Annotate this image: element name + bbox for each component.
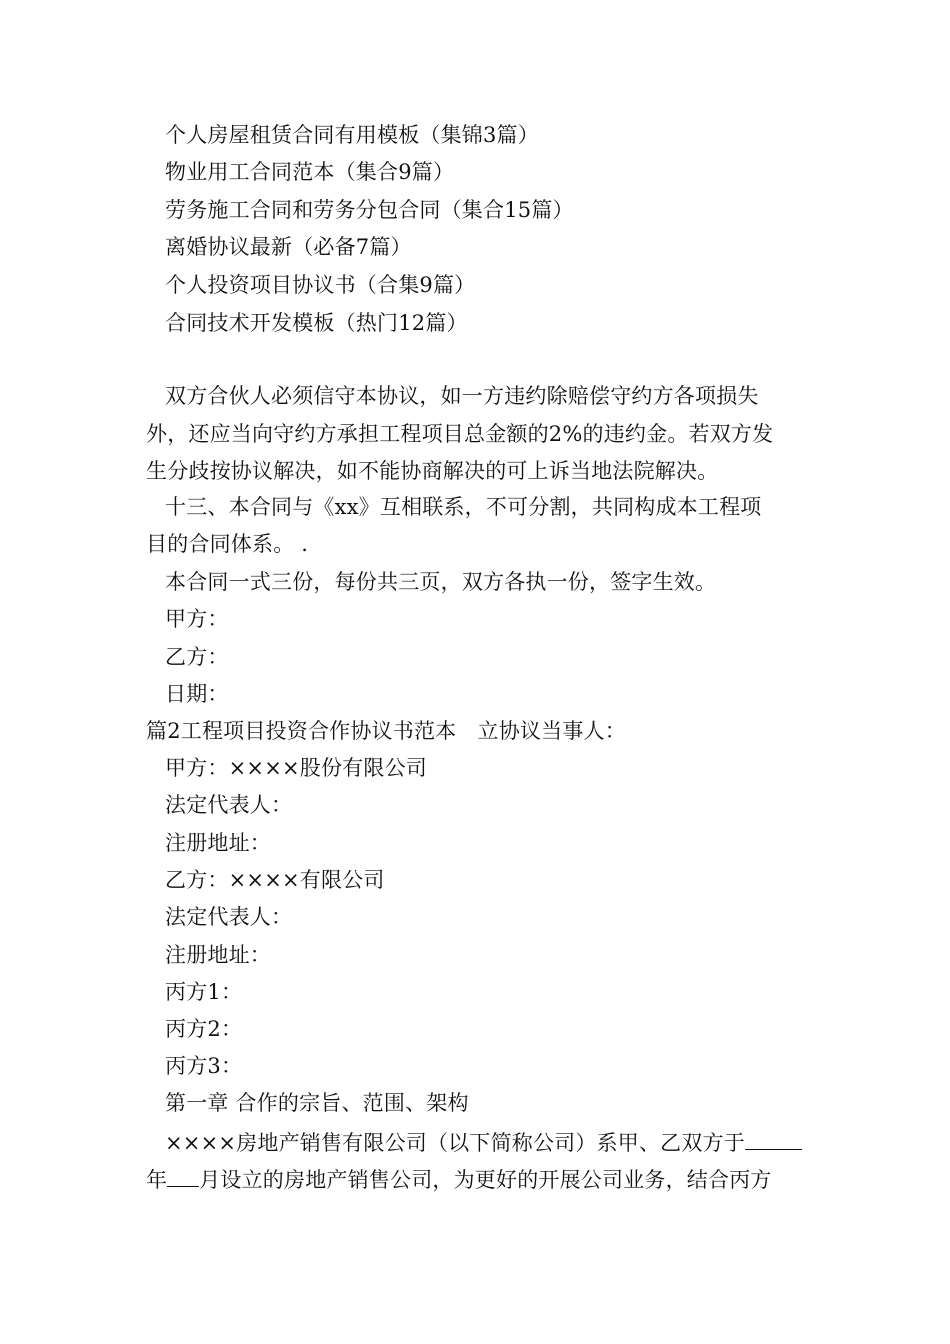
paragraph-line: 生分歧按协议解决，如不能协商解决的可上诉当地法院解决。 [146,459,719,483]
party-a-address: 注册地址： [165,831,271,855]
paragraph-text: 月设立的房地产销售公司，为更好的开展公司业务，结合丙方 [199,1168,772,1192]
related-link-6[interactable]: 合同技术开发模板（热门12篇） [165,311,468,335]
paragraph-line: 目的合同体系。 . [146,532,309,556]
related-link-1[interactable]: 个人房屋租赁合同有用模板（集锦3篇） [165,123,539,147]
related-link-2[interactable]: 物业用工合同范本（集合9篇） [165,160,455,184]
party-a-name: 甲方：××××股份有限公司 [165,756,427,780]
signature-date: 日期： [165,682,229,706]
party-a-representative: 法定代表人： [165,793,293,817]
paragraph-line: 本合同一式三份，每份共三页，双方各执一份，签字生效。 [165,570,717,594]
party-c3: 丙方3： [165,1054,243,1078]
paragraph-line: 十三、本合同与《xx》互相联系，不可分割，共同构成本工程项 [165,495,762,519]
paragraph-line: 外，还应当向守约方承担工程项目总金额的2%的违约金。若双方发 [146,422,774,446]
blank-underline [745,1129,802,1150]
party-c1: 丙方1： [165,980,243,1004]
paragraph-text: ××××房地产销售有限公司（以下简称公司）系甲、乙双方于 [165,1131,745,1155]
party-b-address: 注册地址： [165,943,271,967]
section-heading: 篇2工程项目投资合作协议书范本 立协议当事人： [146,719,626,743]
signature-party-b: 乙方： [165,645,229,669]
party-b-name: 乙方：××××有限公司 [165,868,385,892]
paragraph-line [165,1129,829,1155]
party-c2: 丙方2： [165,1017,243,1041]
related-link-3[interactable]: 劳务施工合同和劳务分包合同（集合15篇） [165,198,574,222]
related-link-4[interactable]: 离婚协议最新（必备7篇） [165,235,412,259]
paragraph-line: 双方合伙人必须信守本协议，如一方违约除赔偿守约方各项损失 [165,384,759,408]
party-b-representative: 法定代表人： [165,905,293,929]
blank-underline [167,1166,199,1187]
chapter-heading: 第一章 合作的宗旨、范围、架构 [165,1091,469,1115]
signature-party-a: 甲方： [165,607,229,631]
related-link-5[interactable]: 个人投资项目协议书（合集9篇） [165,273,476,297]
paragraph-text: 年 [146,1168,168,1192]
paragraph-line [146,1166,810,1192]
